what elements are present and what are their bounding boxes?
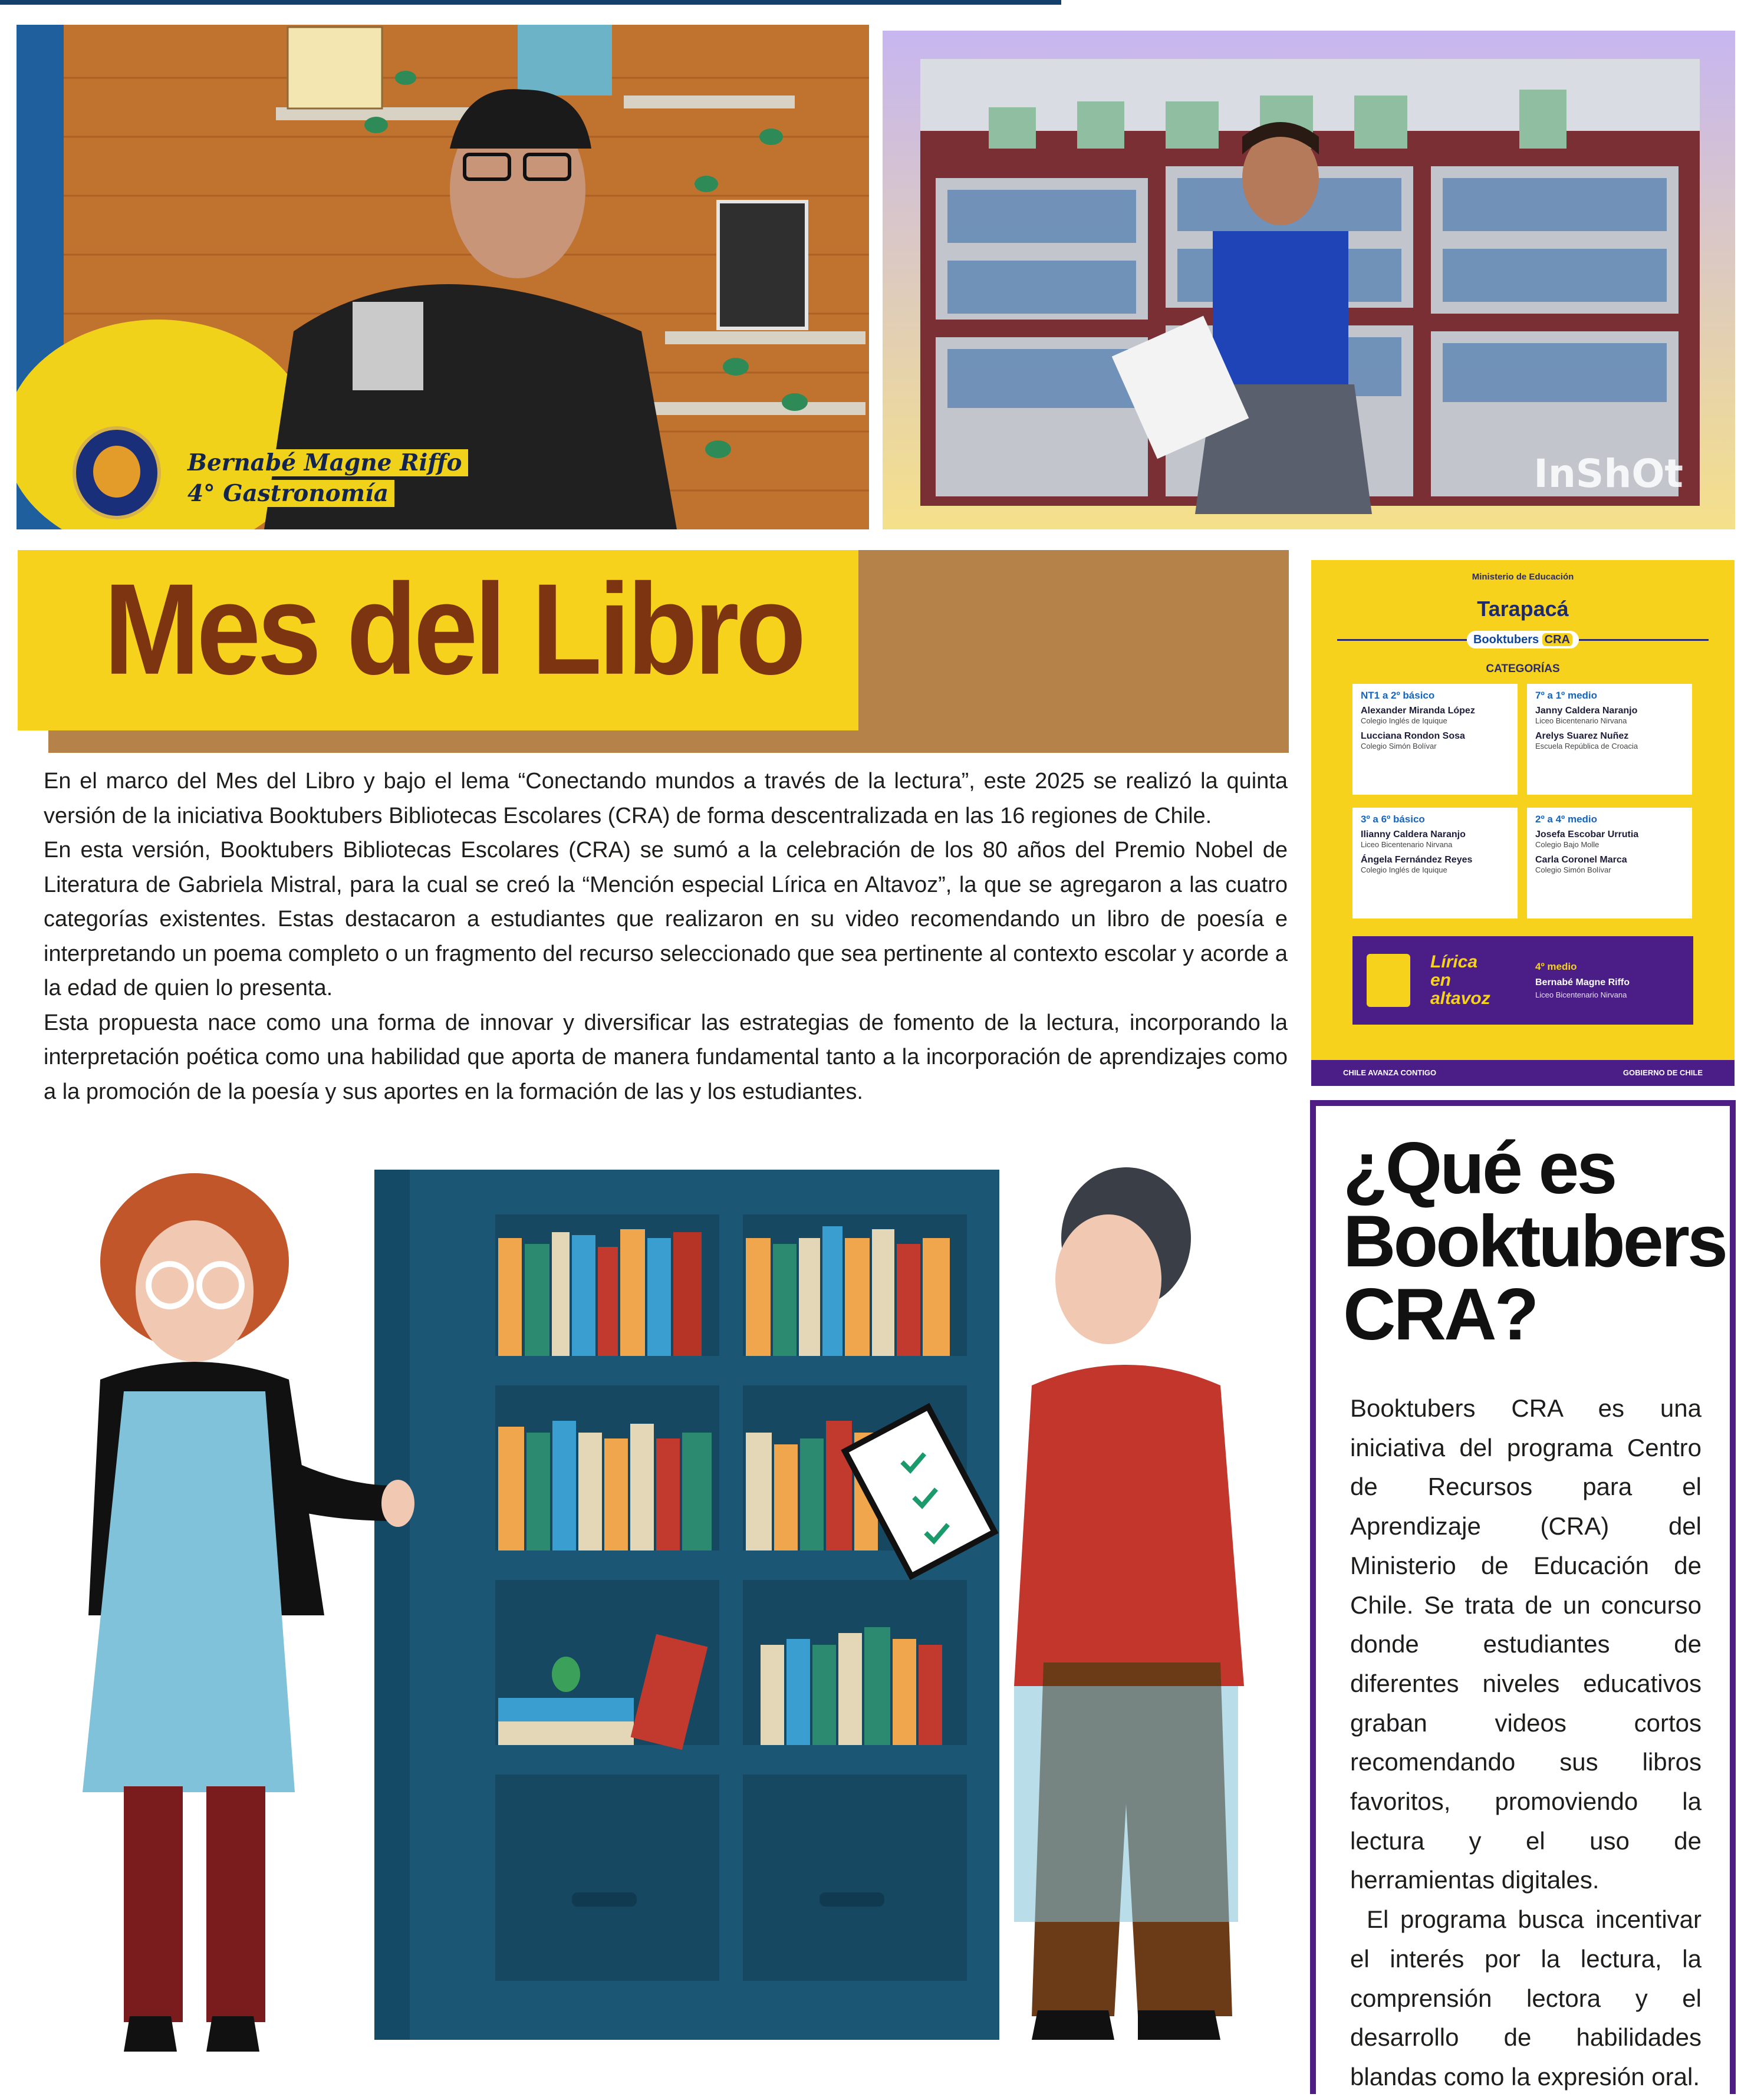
booktubers-poster [1311,560,1735,1086]
winner-name: Alexander Miranda López [1361,706,1475,716]
sidebar-body [1350,1389,1702,2097]
article-paragraph-3: Esta propuesta nace como una forma de innovar y diversificar las estrategias de fomento de la lectura, incorporando la interpretación poética como una habilidad que aporta de manera fundamental tanto a la incorporación de aprendizajes como a la promoción de la poesía y sus aportes en la formación de las y los estudiantes. [44,1010,1288,1104]
poster-footer [1311,1060,1735,1086]
article-paragraph-2: En esta versión, Booktubers Bibliotecas Escolares (CRA) se sumó a la celebración de los 80 años del Premio Nobel de Literatura de Gabriela Mistral, para la cual se creó la “Mención especial Lírica en Altavoz”, la que se agregaron a las cuatro categorías existentes. Estas destacaron a estudiantes que realizaron en su video recomendando un libro de poesía e interpretando un poema completo o un fragmento del recurso seleccionado que sea pertinente al contexto escolar y acorde a la edad de quien lo presenta. [44,838,1288,1000]
lirica-winner-name: Bernabé Magne Riffo [1535,977,1630,987]
winner-school: Escuela República de Croacia [1535,742,1638,750]
lirica-title [1430,953,1490,1008]
sidebar-title-line: Booktubers [1343,1201,1726,1282]
poet-portrait-icon [1367,954,1410,1007]
sidebar-paragraph-1: Booktubers CRA es una iniciativa del programa Centro de Recursos para el Aprendizaje (CRA) del Ministerio de Educación de Chile. Se trata de un concurso donde estudiantes de diferentes niveles educativos graban videos cortos recomendando sus libros favoritos, promoviendo la lectura y el uso de herramientas digitales. [1350,1394,1702,1894]
poster-category-box [1352,684,1518,795]
article-body [44,764,1288,1109]
poster-footer-right: GOBIERNO DE CHILE [1623,1068,1703,1077]
winner-name: Lucciana Rondon Sosa [1361,731,1465,741]
top-rule [0,0,1061,5]
winner-name: Janny Caldera Naranjo [1535,706,1638,716]
category-level: 7º a 1º medio [1535,690,1598,701]
lirica-winner-school: Liceo Bicentenario Nirvana [1535,990,1627,999]
poster-category-box [1352,808,1518,919]
winner-name: Ilianny Caldera Naranjo [1361,829,1466,840]
winner-school: Colegio Inglés de Iquique [1361,716,1447,725]
poster-region: Tarapacá [1477,597,1569,621]
poster-footer-left: CHILE AVANZA CONTIGO [1343,1068,1437,1077]
poster-badge [1467,631,1579,648]
category-level: 2º a 4º medio [1535,814,1598,825]
article-paragraph-1: En el marco del Mes del Libro y bajo el lema “Conectando mundos a través de la lectura”, este 2025 se realizó la quinta versión de la iniciativa Booktubers Bibliotecas Escolares (CRA) de forma descentralizada en las 16 regiones de Chile. [44,769,1288,828]
sidebar-title [1343,1128,1726,1355]
lirica-title-line: en [1430,970,1452,990]
poster-categories-label: CATEGORÍAS [1486,663,1560,675]
library-illustration-art [18,1156,1273,2075]
photo-student-gastronomy [17,25,869,529]
library-illustration [18,1156,1273,2075]
poster-badge-cra: CRA [1542,633,1572,646]
poster-badge-main: Booktubers [1473,633,1539,646]
poster-lirica-box [1352,936,1693,1025]
winner-school: Liceo Bicentenario Nirvana [1535,716,1627,725]
sidebar-paragraph-2: El programa busca incentivar el interés por la lectura, la comprensión lectora y el desarrollo de habilidades blandas como la expresión oral. [1350,1905,1702,2091]
lirica-title-line: Lírica [1430,952,1478,972]
poster-category-box [1527,808,1692,919]
winner-school: Colegio Simón Bolívar [1535,865,1611,874]
photo-student-library [883,31,1735,529]
photo-caption-course: 4° Gastronomía [182,480,394,507]
poster-ministry: Ministerio de Educación [1472,572,1574,582]
lirica-level: 4º medio [1535,961,1577,972]
poster-category-box [1527,684,1692,795]
lirica-title-line: altavoz [1430,989,1490,1008]
page-title: Mes del Libro [104,557,803,702]
winner-name: Carla Coronel Marca [1535,855,1627,865]
category-level: 3º a 6º básico [1361,814,1425,825]
winner-school: Liceo Bicentenario Nirvana [1361,840,1453,849]
photo-watermark: InShOt [1533,451,1683,496]
winner-school: Colegio Bajo Molle [1535,840,1600,849]
winner-school: Colegio Simón Bolívar [1361,742,1437,750]
sidebar-booktubers [1310,1100,1736,2094]
winner-name: Arelys Suarez Nuñez [1535,731,1629,741]
sidebar-title-line: ¿Qué es [1343,1128,1615,1209]
poster-rule-left [1337,639,1467,641]
poster-rule-right [1579,639,1709,641]
sidebar-title-line: CRA? [1343,1274,1537,1355]
photo-caption-name: Bernabé Magne Riffo [182,449,468,476]
winner-name: Josefa Escobar Urrutia [1535,829,1639,840]
category-level: NT1 a 2º básico [1361,690,1435,701]
winner-name: Ángela Fernández Reyes [1361,855,1473,865]
winner-school: Colegio Inglés de Iquique [1361,865,1447,874]
